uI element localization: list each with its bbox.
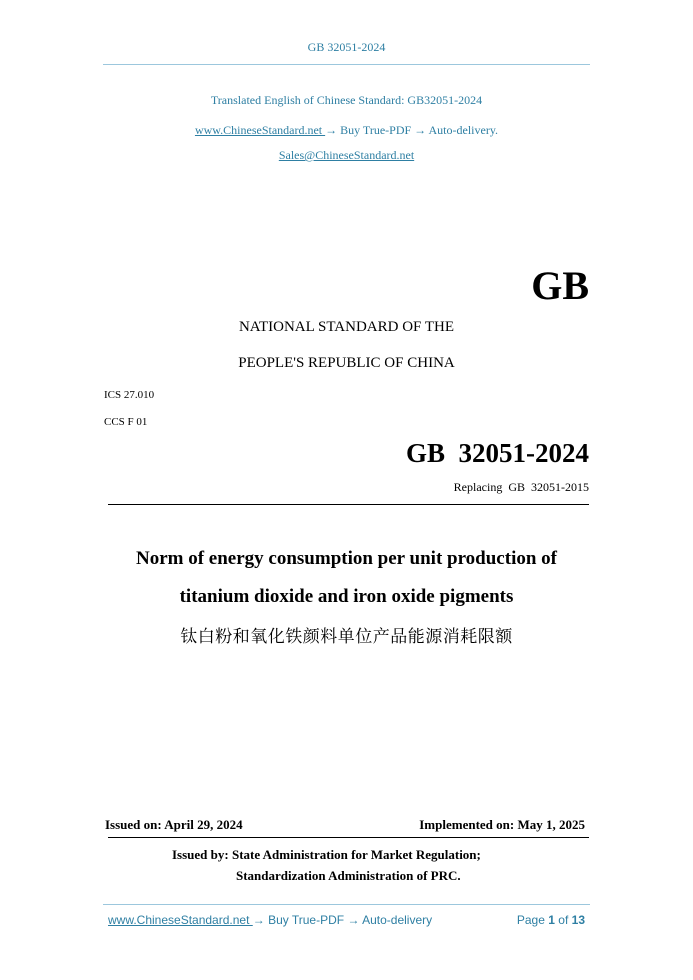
footer-divider bbox=[103, 904, 590, 905]
standard-number: GB 32051-2024 bbox=[405, 438, 589, 468]
title-chinese: 钛白粉和氧化铁颜料单位产品能源消耗限额 bbox=[180, 627, 513, 646]
implemented-on: Implemented on: May 1, 2025 bbox=[419, 817, 585, 832]
translated-line: Translated English of Chinese Standard: GB32051-2024 bbox=[210, 93, 483, 107]
page-indicator bbox=[517, 913, 585, 927]
footer-promo bbox=[108, 913, 432, 927]
footer-buy-text: → Buy True-PDF → Auto-delivery bbox=[252, 913, 433, 927]
of-label: of bbox=[558, 913, 569, 927]
issued-on: Issued on: April 29, 2024 bbox=[105, 817, 243, 832]
header-divider bbox=[103, 64, 590, 65]
buy-text: → Buy True-PDF → Auto-delivery. bbox=[325, 123, 499, 137]
title-line-1: Norm of energy consumption per unit production of bbox=[135, 548, 557, 569]
top-black-rule bbox=[108, 504, 589, 505]
total-pages: 13 bbox=[571, 913, 585, 927]
national-line-2: PEOPLE'S REPUBLIC OF CHINA bbox=[238, 355, 455, 371]
title-line-2: titanium dioxide and iron oxide pigments bbox=[179, 586, 514, 607]
promo-link-line bbox=[0, 123, 693, 138]
gb-mark: GB bbox=[531, 263, 589, 308]
national-line-1: NATIONAL STANDARD OF THE bbox=[238, 319, 455, 335]
page-label: Page bbox=[516, 913, 545, 927]
footer-site-link[interactable]: www.ChineseStandard.net bbox=[108, 913, 253, 927]
running-header: GB 32051-2024 bbox=[307, 40, 386, 54]
sales-email-line bbox=[0, 148, 693, 163]
ccs-code: CCS F 01 bbox=[104, 416, 148, 428]
issued-by-line-1: Issued by: State Administration for Market Regulation; bbox=[172, 847, 481, 862]
issued-by-line-2: Standardization Administration of PRC. bbox=[236, 868, 461, 883]
bottom-black-rule bbox=[108, 837, 589, 838]
page-number: 1 bbox=[548, 913, 555, 927]
replacing-note: Replacing GB 32051-2015 bbox=[453, 480, 589, 494]
sales-email-link[interactable]: Sales@ChineseStandard.net bbox=[278, 148, 415, 162]
site-link[interactable]: www.ChineseStandard.net bbox=[194, 123, 326, 137]
ics-code: ICS 27.010 bbox=[104, 389, 155, 401]
